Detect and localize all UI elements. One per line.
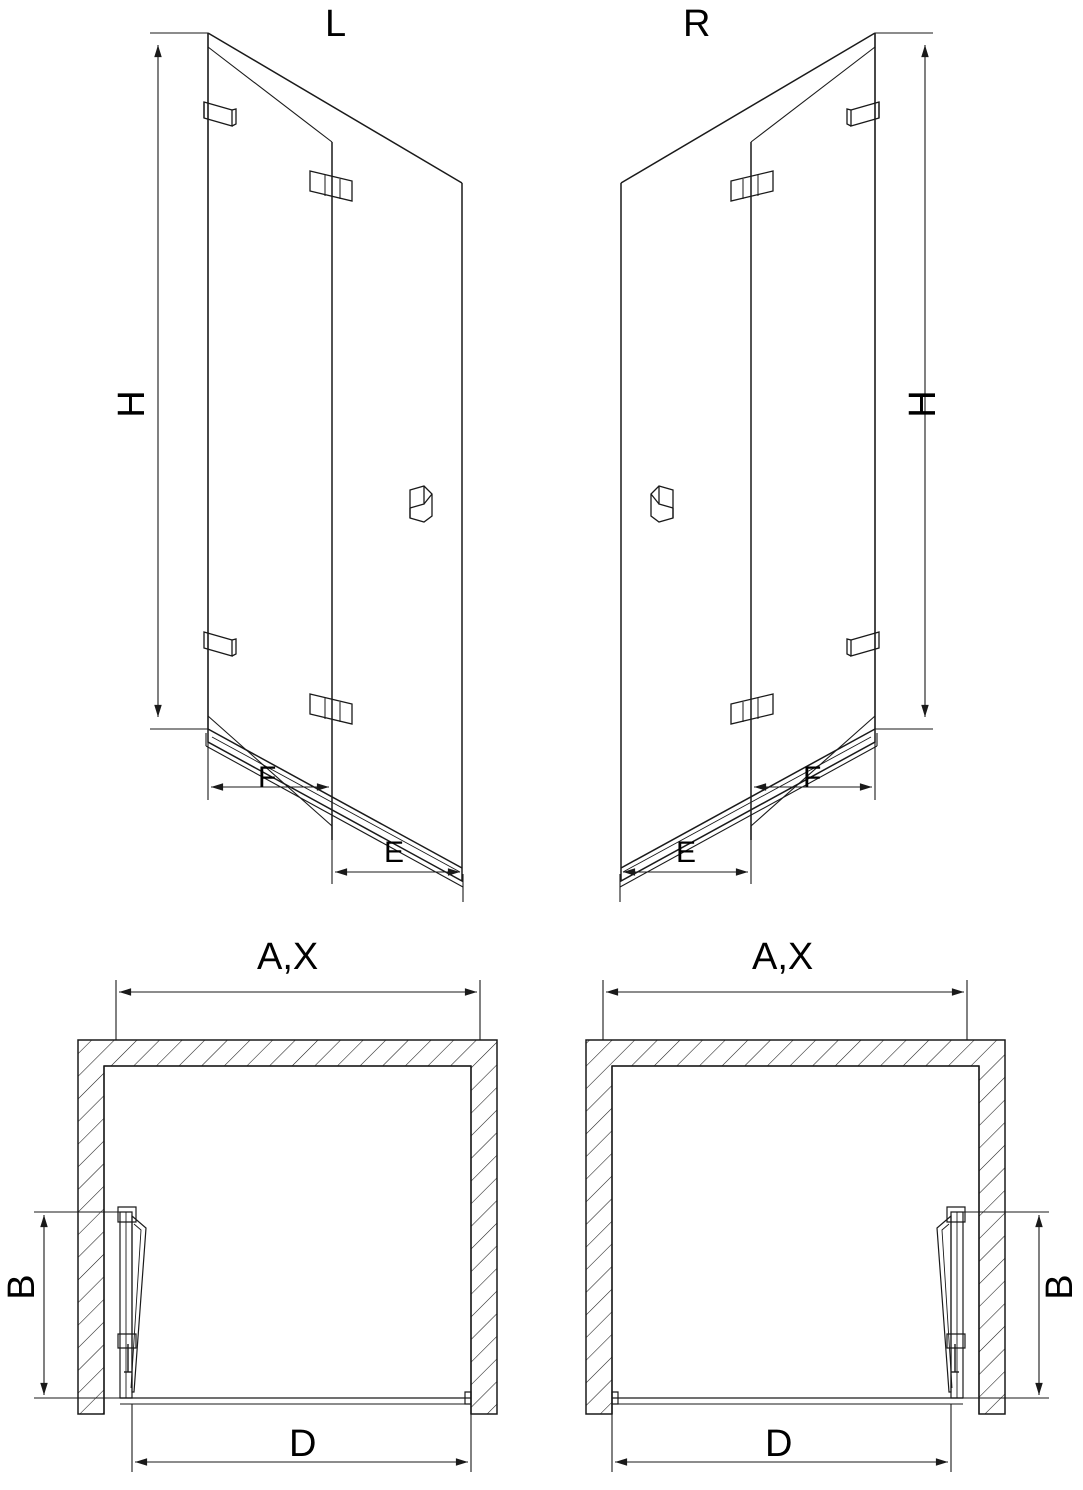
hand-label-right: R — [683, 3, 711, 45]
panel-f-label-left: F — [258, 761, 277, 794]
iso-right-height-dimension — [875, 33, 933, 729]
height-label-left: H — [111, 390, 153, 418]
depth-b-label-left: B — [1, 1274, 43, 1300]
depth-d-label-right: D — [765, 1423, 793, 1465]
plan-right-depth-b-dimension — [963, 1212, 1049, 1398]
iso-left-hinges — [204, 102, 352, 724]
plan-right-width-dimension — [603, 980, 967, 1040]
hand-label-left: L — [325, 3, 347, 45]
plan-right-walls — [586, 1040, 1005, 1414]
depth-b-label-right: B — [1039, 1274, 1081, 1300]
iso-left-enclosure — [206, 33, 463, 887]
panel-e-label-left: E — [384, 836, 405, 869]
height-label-right: H — [902, 390, 944, 418]
plan-right-door-assembly — [612, 1207, 965, 1404]
plan-left-width-dimension — [116, 980, 480, 1040]
width-label-left: A,X — [257, 936, 319, 978]
depth-d-label-left: D — [289, 1423, 317, 1465]
iso-left-handle — [410, 486, 432, 522]
iso-left-height-dimension — [150, 33, 208, 729]
iso-right-enclosure — [620, 33, 877, 887]
plan-left-walls — [78, 1040, 497, 1414]
iso-right-handle — [651, 486, 673, 522]
panel-f-label-right: F — [803, 761, 822, 794]
plan-left-door-assembly — [118, 1207, 471, 1404]
panel-e-label-right: E — [676, 836, 697, 869]
width-label-right: A,X — [752, 936, 814, 978]
iso-right-hinges — [731, 102, 879, 724]
plan-left-depth-b-dimension — [34, 1212, 120, 1398]
